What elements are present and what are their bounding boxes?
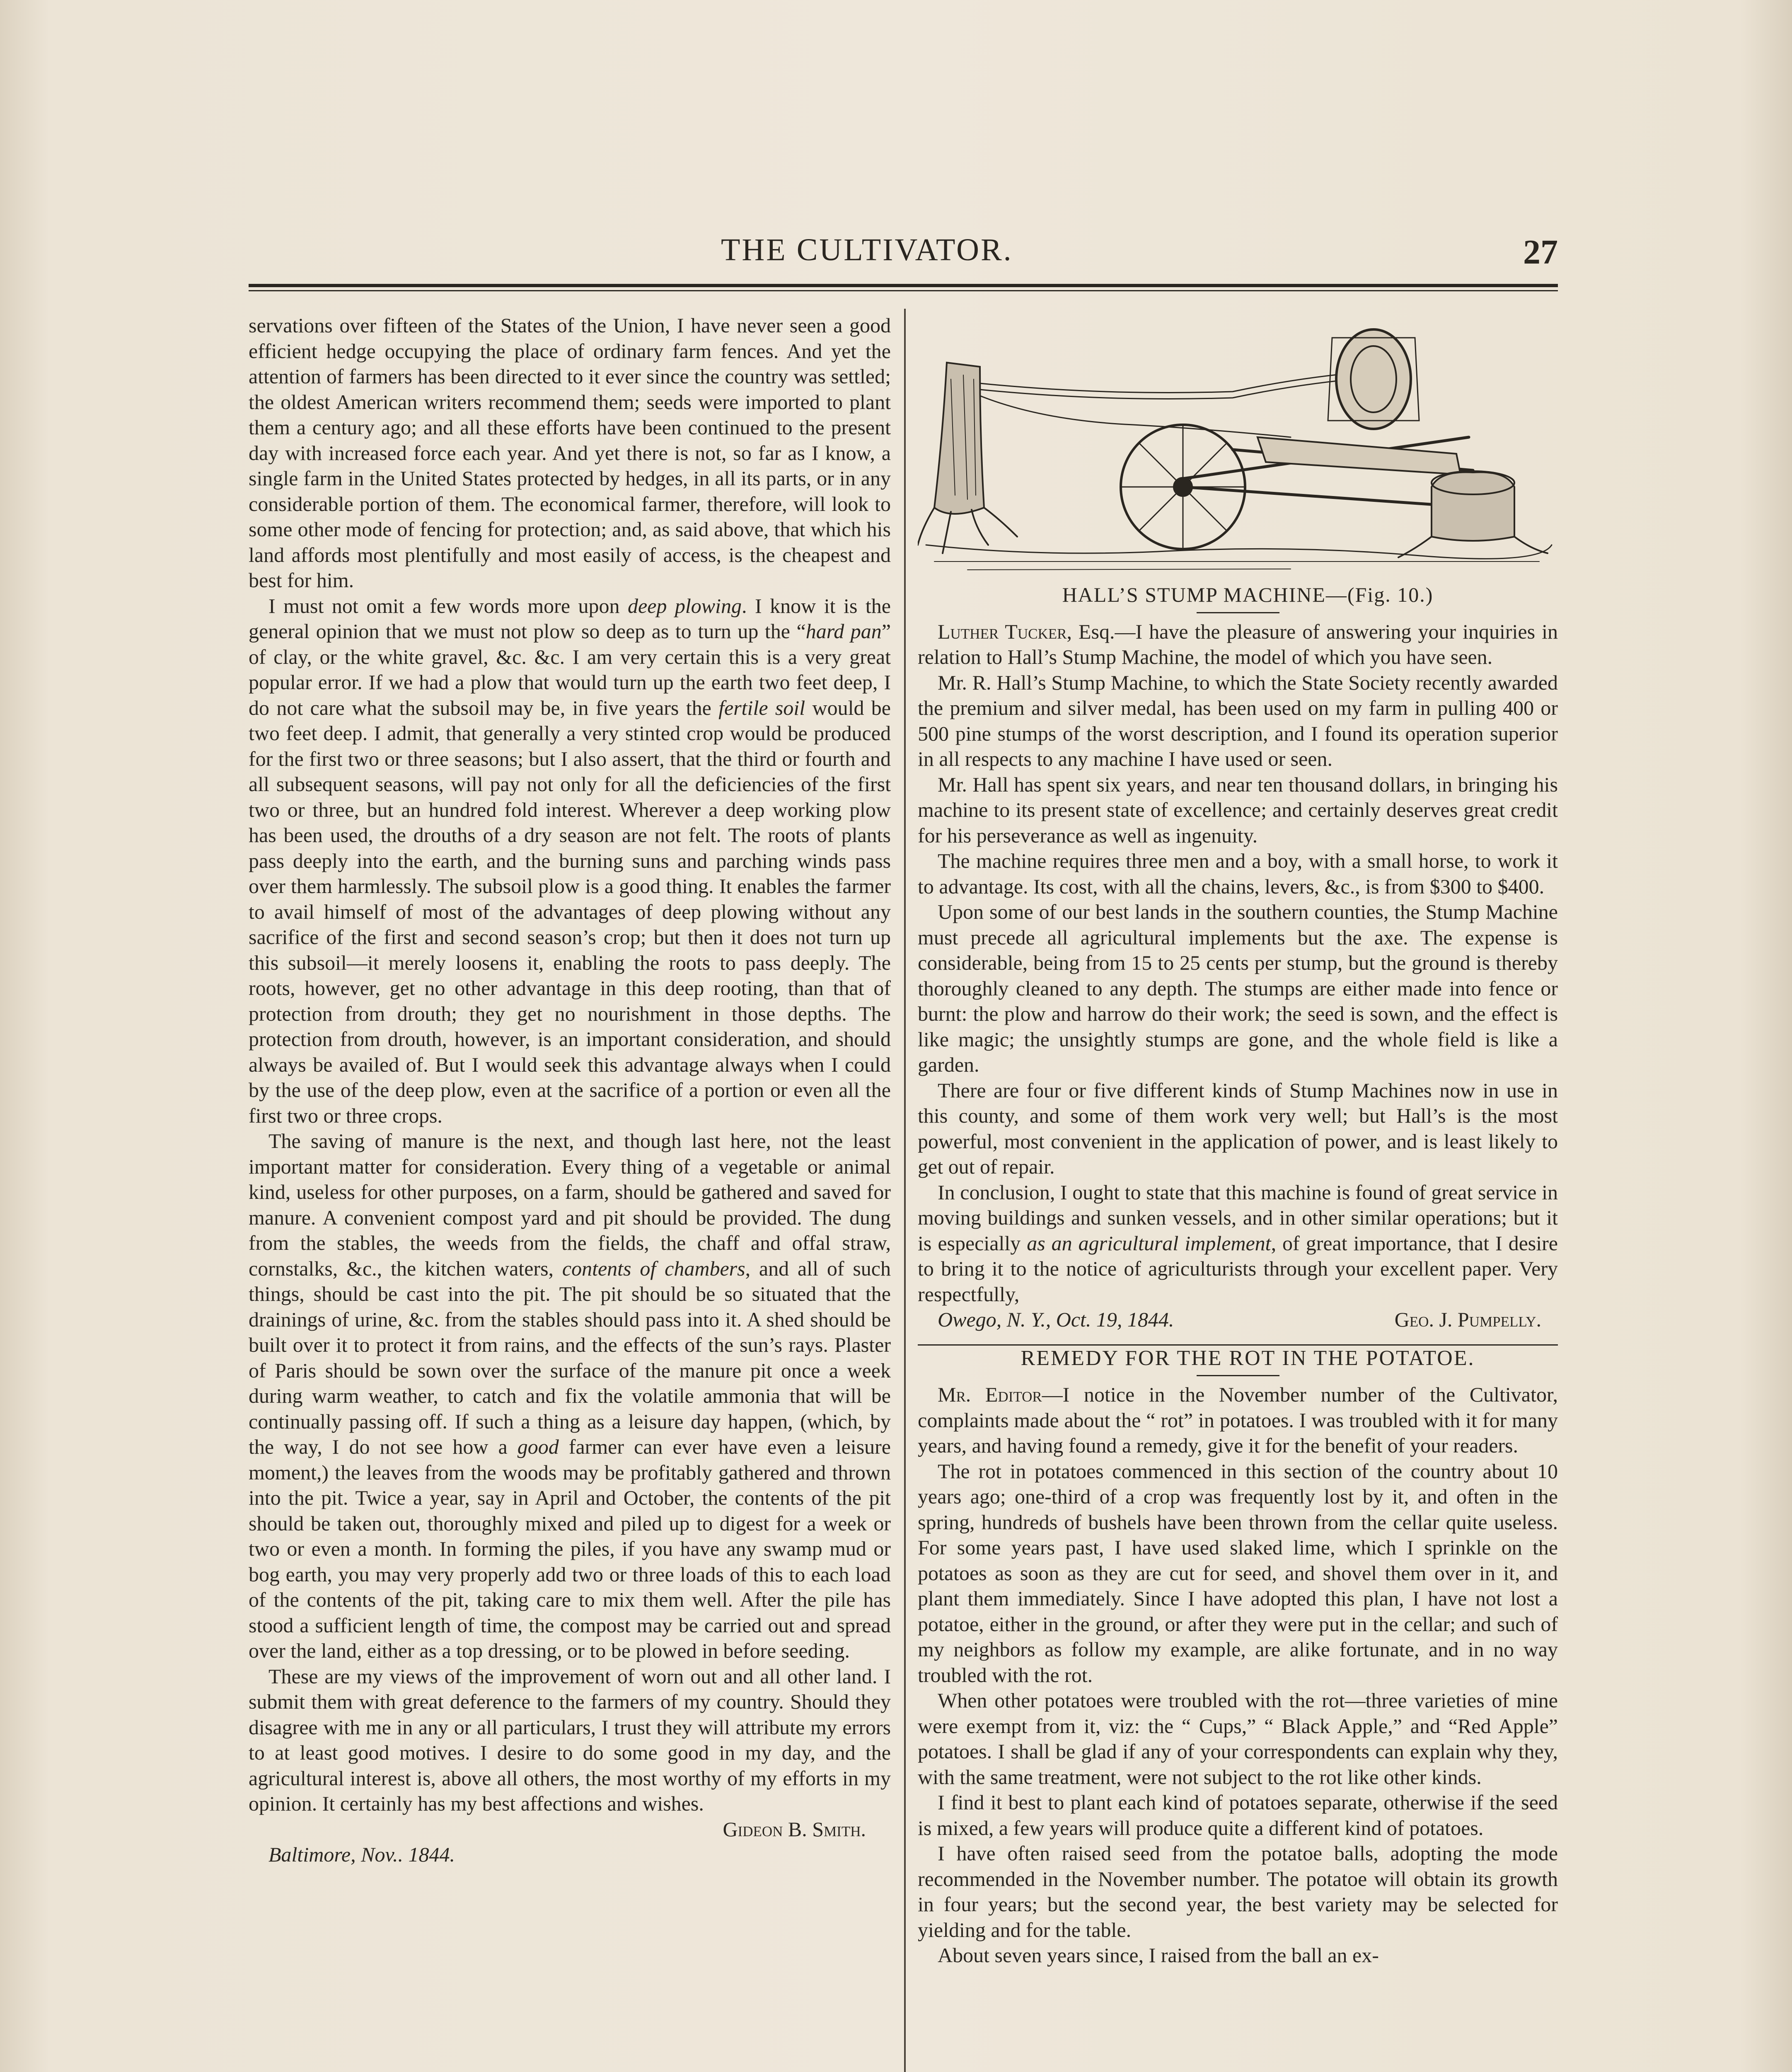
signature: Geo. J. Pumpelly. [1394, 1308, 1541, 1331]
section-title: REMEDY FOR THE ROT IN THE POTATOE. [1021, 1346, 1475, 1370]
dateline: Baltimore, Nov.. 1844. [268, 1843, 455, 1866]
page-number: 27 [1523, 233, 1558, 271]
paragraph: Mr. Hall has spent six years, and near ten thousand dollars, in bringing his machine to its present state of excellence; and certainly deserves great credit for his perseverance as well as ingenuity. [918, 772, 1558, 847]
header-rule-thin [249, 290, 1558, 291]
paragraph: There are four or five different kinds of Stump Machines now in use in this county, and some of them work very well; but Hall’s is the most powerful, most convenient in the application of power, and is least likely to get out of repair. [918, 1078, 1558, 1178]
paragraph: I find it best to plant each kind of potatoes separate, otherwise if the seed is mixed, a few years will produce quite a different kind of potatoes. [918, 1791, 1558, 1840]
paragraph: About seven years since, I raised from the ball an ex- [938, 1944, 1379, 1967]
section-title-rule [1197, 1375, 1279, 1376]
caption-rule [1197, 612, 1279, 613]
paragraph: In conclusion, I ought to state that this machine is found of great service in moving buildings and sunken vessels, and in other similar operations; but it is especially as an agricultural implement, of great importance, that I desire to bring it to the notice of agriculturists through your excellent paper. Very respectfully, [918, 1180, 1558, 1306]
page-header [249, 232, 1558, 278]
stump-machine-illustration [918, 313, 1558, 582]
dateline: Owego, N. Y., Oct. 19, 1844. [938, 1308, 1174, 1331]
paragraph: I must not omit a few words more upon deep plowing. I know it is the general opinion that we must not plow so deep as to turn up the “hard pan” of clay, or the white gravel, &c. &c. I am very certain this is a very great popular error. If we had a plow that would turn up the earth two feet deep, I do not care what the subsoil may be, in five years the fertile soil would be two feet deep. I admit, that generally a very stinted crop would be produced for the first two or three seasons; but I also assert, that the third or fourth and all subsequent seasons, will pay not only for all the deficiencies of the first two or three, but an hundred fold interest. Wherever a deep working plow has been used, the drouths of a dry season are not felt. The roots of plants pass deeply into the earth, and the burning suns and parching winds pass over them harmlessly. The subsoil plow is a good thing. It enables the farmer to avail himself of most of the advantages of deep plowing without any sacrifice of the first and second season’s crop; but then it does not turn up this subsoil—it merely loosens it, enabling the roots to pass deeply. The roots, however, get no other advantage in this deep rooting, than that of protection from drouth; they get no nourishment in those depths. The protection from drouth, however, is an important consideration, and should always be availed of. But I would seek this advantage always when I could by the use of the deep plow, even at the sacrifice of a portion or even all the first two or three crops. [249, 594, 891, 1127]
running-title: THE CULTIVATOR. [721, 232, 1013, 267]
signature: Gideon B. Smith. [723, 1817, 866, 1841]
paragraph: servations over fifteen of the States of the Union, I have never seen a good efficient hedge occupying the place of ordinary farm fences. And yet the attention of farmers has been directed to it ever since the country was settled; the oldest American writers recommend them; seeds were imported to plant them a century ago; and all these efforts have been continued to the present day with increased force each year. And yet there is not, so far as I know, a single farm in the United States protected by hedges, in all its parts, or in any considerable portion of them. The economical farmer, therefore, will look to some other mode of fencing for protection; and, as said above, that which his land affords most plentifully and most easily of access, is the cheapest and best for him. [249, 314, 891, 592]
header-rule-thick [249, 284, 1558, 287]
paragraph: Upon some of our best lands in the southern counties, the Stump Machine must precede all agricultural implements but the axe. The expense is considerable, being from 15 to 25 cents per stump, but the ground is thereby thoroughly cleaned to any depth. The stumps are either made into fence or burnt: the plow and harrow do their work; the seed is sown, and the effect is like magic; the unsightly stumps are gone, and the whole field is like a garden. [918, 900, 1558, 1076]
right-column [918, 313, 1558, 1968]
right-stump [1398, 471, 1548, 557]
paragraph: Mr. Editor—I notice in the November number of the Cultivator, complaints made about the “ rot” in potatoes. I was troubled with it for many years, and having found a remedy, give it for the benefit of your readers. [918, 1383, 1558, 1457]
paragraph: I have often raised seed from the potatoe balls, adopting the mode recommended in the November number. The potatoe will obtain its growth in four years; but the second year, the best variety may be selected for yielding and for the table. [918, 1842, 1558, 1941]
paragraph: Luther Tucker, Esq.—I have the pleasure of answering your inquiries in relation to Hall’s Stump Machine, the model of which you have seen. [918, 620, 1558, 668]
winding-drum [1328, 329, 1419, 429]
paragraph: These are my views of the improvement of worn out and all other land. I submit them with great deference to the farmers of my country. Should they disagree with me in any or all particulars, I trust they will attribute my errors to at least good motives. I desire to do some good in my day, and the agricultural interest is, above all others, the most worthy of my efforts in my opinion. It certainly has my best affections and wishes. [249, 1664, 891, 1815]
paragraph: Mr. R. Hall’s Stump Machine, to which the State Society recently awarded the premium and silver medal, has been used on my farm in pulling 400 or 500 pine stumps of the worst description, and I found its operation superior in all respects to any machine I have used or seen. [918, 670, 1558, 770]
paragraph: The rot in potatoes commenced in this section of the country about 10 years ago; one-third of a crop was frequently lost by it, and often in the spring, hundreds of bushels have been thrown from the cellar quite useless. For some years past, I have used slaked lime, which I sprinkle on the potatoes as soon as they are cut for seed, and shovel them over in it, and plant them immediately. Since I have adopted this plan, I have not lost a potatoe, either in the ground, or after they were put in the cellar; and such of my neighbors as follow my example, are alike fortunate, and in no way troubled with the rot. [918, 1459, 1558, 1687]
ground-line [926, 545, 1552, 559]
left-column [249, 313, 891, 1868]
chains [980, 371, 1382, 437]
paragraph: The machine requires three men and a boy, with a small horse, to work it to advantage. Its cost, with all the chains, levers, &c., is from $300 to $400. [918, 849, 1558, 898]
figure-caption: HALL’S STUMP MACHINE—(Fig. 10.) [1062, 583, 1434, 606]
paragraph: The saving of manure is the next, and though last here, not the least important matter for consideration. Every thing of a vegetable or animal kind, useless for other purposes, on a farm, should be gathered and saved for manure. A convenient compost yard and pit should be provided. The dung from the stables, the weeds from the fields, the chaff and offal straw, cornstalks, &c., the kitchen waters, contents of chambers, and all of such things, should be cast into the pit. The pit should be so situated that the drainings of urine, &c. from the stables should pass into it. A shed should be built over it to protect it from rains, and the effects of the sun’s rays. Plaster of Paris should be sown over the surface of the manure pit once a week during warm weather, to catch and fix the volatile ammonia that will be continually passing off. If such a thing as a leisure day happen, (which, by the way, I do not see how a good farmer can ever have even a leisure moment,) the leaves from the woods may be profitably gathered and thrown into the pit. Twice a year, say in April and October, the contents of the pit should be taken out, thoroughly mixed and piled up to digest for a week or two or even a month. In forming the piles, if you have any swamp mud or bog earth, you may very properly add two or three loads of this to each load of the contents of the pit, taking care to mix them well. After the pile has stood a sufficient length of time, the compost may be carried out and spread over the land, either as a top dressing, or to be plowed in before seeding. [249, 1129, 891, 1662]
signature-row [918, 1307, 1558, 1333]
paragraph: When other potatoes were troubled with the rot—three varieties of mine were exempt from it, viz: the “ Cups,” “ Black Apple,” and “Red Apple” potatoes. I shall be glad if any of your correspondents can explain why they, with the same treatment, were not subject to the rot like other kinds. [918, 1689, 1558, 1789]
column-divider [904, 309, 906, 2072]
